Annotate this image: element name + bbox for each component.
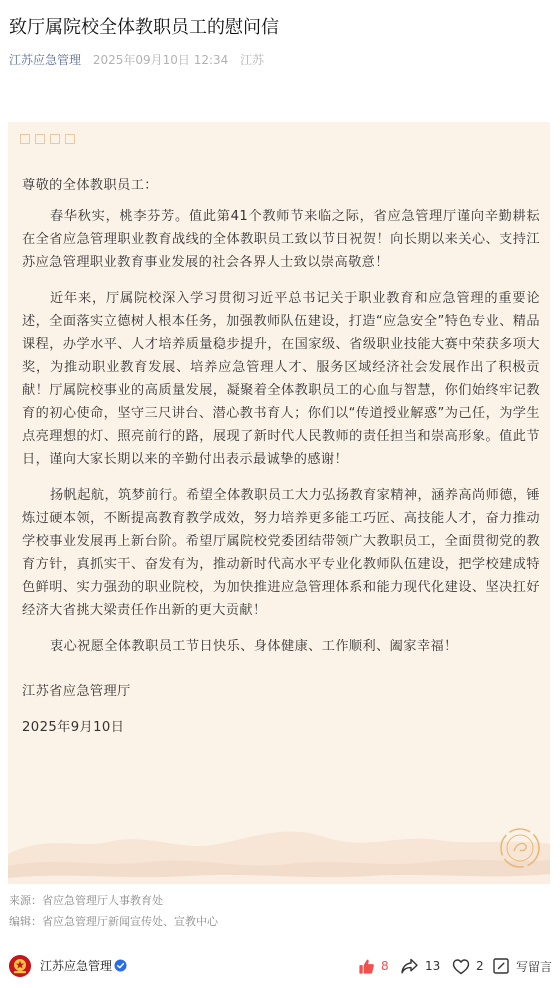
ip-region: 江苏 — [240, 53, 265, 67]
square-ornament — [35, 134, 45, 144]
mountain-decoration — [8, 794, 550, 884]
editor-line: 编辑：省应急管理厅新闻宣传处、宣教中心 — [9, 915, 218, 928]
letter-paragraph-3: 扬帆起航，筑梦前行。希望全体教职员工大力弘扬教育家精神，涵养高尚师德，锤炼过硬本领，不断提高教育教学成效，努力培养更多能工巧匠、高技能人才，奋力推动学校事业发展再上新台阶。希望厅属院校党委团结带领广大教职员工，全面贯彻党的教育方针，真抓实干、奋发有为，推动新时代高水平专业化教师队伍建设，把学校建成特色鲜明、实力强劲的职业院校，为加快推进应急管理体系和能力现代化建设、坚决扛好经济大省挑大梁责任作出新的更大贡献！ — [22, 488, 540, 618]
letter-paragraph-4: 衷心祝愿全体教职员工节日快乐、身体健康、工作顺利、阖家幸福！ — [50, 639, 458, 654]
heart-icon — [452, 958, 470, 975]
article-credits — [9, 890, 218, 932]
letter-paragraph-2: 近年来，厅属院校深入学习贯彻习近平总书记关于职业教育和应急管理的重要论述，全面落实立德树人根本任务，加强教师队伍建设，打造“应急安全”特色专业、精品课程，办学水平、人才培养质量稳步提升，在国家级、省级职业技能大赛中荣获多项大奖，为推动职业教育发展、培养应急管理人才、服务区域经济社会发展作出了积极贡献！厅属院校事业的高质量发展，凝聚着全体教职员工的心血与智慧，你们始终牢记教育的初心使命，坚守三尺讲台、潜心教书育人；你们以“传道授业解惑”为己任，为学生点亮理想的灯、照亮前行的路，展现了新时代人民教师的责任担当和崇高形象。值此节日，谨向大家长期以来的辛勤付出表示最诚挚的感谢！ — [22, 291, 540, 467]
letter-body — [22, 174, 540, 752]
like-button[interactable] — [358, 956, 389, 976]
verified-icon — [114, 959, 127, 972]
footer-account-name[interactable]: 江苏应急管理 — [40, 959, 113, 973]
letter-date: 2025年9月10日 — [22, 720, 125, 735]
signature-block — [22, 680, 540, 739]
like-count: 8 — [381, 959, 389, 973]
letter-signature: 江苏省应急管理厅 — [22, 684, 131, 699]
article-title: 致厅属院校全体教职员工的慰问信 — [9, 17, 279, 38]
account-link[interactable]: 江苏应急管理 — [9, 53, 82, 67]
favorite-button[interactable] — [452, 956, 484, 976]
share-button[interactable] — [400, 956, 440, 976]
favorite-count: 2 — [476, 959, 484, 973]
square-ornament — [50, 134, 60, 144]
seal-decoration — [498, 826, 542, 870]
share-count: 13 — [425, 959, 441, 973]
decorative-squares — [20, 134, 75, 144]
write-comment-button[interactable] — [492, 956, 552, 976]
thumbs-up-icon — [358, 958, 375, 975]
letter-paragraph-1: 春华秋实，桃李芬芳。值此第41个教师节来临之际，省应急管理厅谨向辛勤耕耘在全省应急管理职业教育战线的全体教职员工致以节日祝贺！向长期以来关心、支持江苏应急管理职业教育事业发展的社会各界人士致以崇高敬意！ — [22, 209, 540, 270]
letter-salutation: 尊敬的全体教职员工： — [22, 178, 158, 193]
emblem-avatar[interactable] — [9, 955, 31, 977]
bottom-bar — [0, 948, 560, 984]
square-ornament — [65, 134, 75, 144]
article-meta — [9, 50, 264, 70]
publish-time: 2025年09月10日 12:34 — [92, 53, 229, 67]
share-icon — [400, 957, 419, 975]
letter-card — [8, 122, 550, 884]
write-comment-label: 写留言 — [516, 959, 553, 974]
source-line: 来源：省应急管理厅人事教育处 — [9, 894, 163, 907]
square-ornament — [20, 134, 30, 144]
comment-icon — [492, 957, 510, 975]
